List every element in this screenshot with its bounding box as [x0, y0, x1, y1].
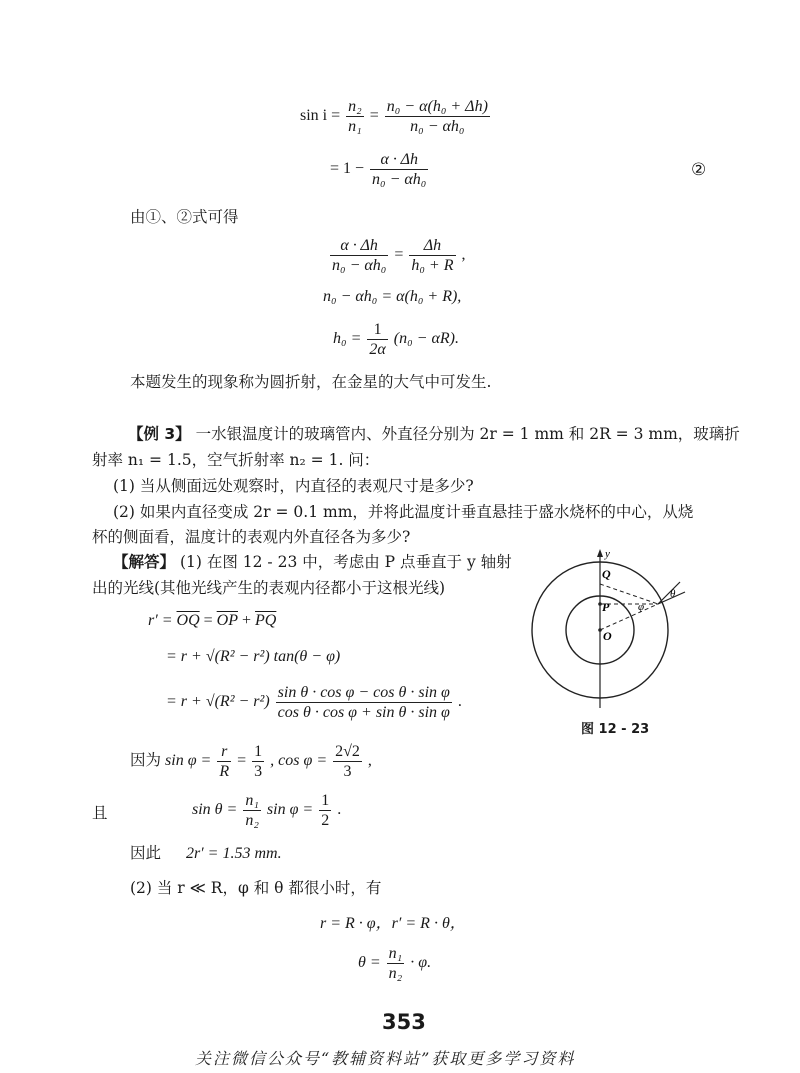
figure-12-23: [520, 540, 720, 720]
eq-and: sin θ = $\frac{\text{n₁}}{\text{n₂}}$ sin φ = $\frac{1}{2}$ .: [192, 792, 342, 829]
refracted-ray: [658, 582, 680, 604]
point-o: [598, 628, 602, 632]
eq-because: 因为 sin φ = $\frac{r}{R}$ = $\frac{1}{3}$ , cos φ = $\frac{2√2}{3}$ ,: [130, 743, 372, 780]
fraction: $\frac{\alpha \cdot \Delta h}{\text{n₀ − αh₀}}$: [332, 237, 387, 274]
label-q: Q: [602, 567, 611, 581]
example-tag: 【例 3】: [128, 425, 191, 443]
fraction: $\frac{\text{sin θ · cos φ − cos θ · sin φ}}{\text{cos θ · cos φ + sin θ · sin φ}}$: [277, 684, 450, 721]
label-o: O: [603, 629, 612, 643]
fraction: $\frac{\text{n₁}}{\text{n₂}}$: [388, 945, 403, 982]
example3-line2: 射率 n₁ = 1.5，空气折射率 n₂ = 1. 问：: [92, 451, 380, 469]
part2-line: (2) 当 r ≪ R，φ 和 θ 都很小时，有: [130, 879, 382, 897]
eq-combine-1: $\frac{\alpha \cdot \Delta h}{\text{n₀ − αh₀}}$ = $\frac{\Delta h}{\text{h₀ + R}}$ ,: [332, 237, 466, 274]
eq-line-2: = 1 − $\frac{\alpha \cdot \Delta h}{\text{n₀ − αh₀}}$: [330, 151, 427, 188]
fraction: $\frac{\Delta h}{\text{h₀ + R}}$: [411, 237, 454, 274]
and-lead: 且: [92, 804, 108, 822]
fraction: $\frac{\text{n₁}}{\text{n₂}}$: [245, 792, 259, 829]
eq-r-prime: $r' = \overline{OQ} = \overline{OP} + \overline{PQ}$: [148, 612, 277, 629]
fraction: $\frac{\text{n₀ − α(h₀ + Δh)}}{\text{n₀ − αh₀}}$: [386, 98, 488, 135]
footer-banner: 关注微信公众号“教辅资料站”获取更多学习资料: [195, 1049, 576, 1068]
text-combine: 由①、②式可得: [130, 208, 239, 226]
fraction: $\frac{\alpha \cdot \Delta h}{\text{n₀ − αh₀}}$: [372, 151, 427, 188]
eq-small-1: r = R · φ，r′ = R · θ，: [320, 915, 466, 932]
fraction: $\frac{2√2}{3}$: [335, 743, 360, 780]
fraction: $\frac{r}{R}$: [219, 743, 230, 780]
example3-q1: (1) 当从侧面远处观察时，内直径的表观尺寸是多少?: [113, 477, 474, 495]
eq-sin-i-lhs: sin i =: [300, 107, 341, 125]
label-phi: φ: [638, 601, 645, 613]
page-number: 353: [382, 1010, 426, 1034]
y-axis-arrow: [597, 549, 603, 557]
figure-caption: 图 12 - 23: [581, 722, 650, 737]
eq-small-2: θ = $\frac{\text{n₁}}{\text{n₂}}$ · φ.: [358, 945, 432, 982]
example3-q2-line2: 杯的侧面看，温度计的表观内外直径各为多少?: [92, 528, 411, 546]
fraction: $\frac{1}{3}$: [254, 743, 263, 780]
fraction: $\frac{1}{2}$: [321, 792, 330, 829]
solution-line1: 【解答】 (1) 在图 12 - 23 中，考虑由 P 点垂直于 y 轴射: [113, 553, 512, 571]
eq-combine-2: n₀ − αh₀ = α(h₀ + R),: [323, 288, 462, 305]
label-theta: θ: [670, 588, 676, 600]
eq-sin-i: sin i = $\frac{\text{n₂}}{\text{n₁}}$ = $\frac{\text{n₀ − α(h₀ + Δh)}}{\text{n₀ − αh₀}}$: [300, 98, 488, 135]
example3-q2-line1: (2) 如果内直径变成 2r = 0.1 mm，并将此温度计垂直悬挂于盛水烧杯的中心，从烧: [113, 503, 694, 521]
text-conclusion: 本题发生的现象称为圆折射，在金星的大气中可发生.: [130, 373, 492, 391]
equation-label: ②: [691, 160, 707, 179]
label-p: P: [602, 600, 610, 614]
solution-tag: 【解答】: [113, 553, 176, 571]
fraction: $\frac{1}{2\alpha}$: [369, 321, 386, 358]
fraction: $\frac{\text{n₂}}{\text{n₁}}$: [348, 98, 362, 135]
eq-therefore: 因此 2r′ = 1.53 mm.: [130, 844, 282, 862]
solution-line2: 出的光线(其他光线产生的表观内径都小于这根光线): [92, 579, 446, 597]
eq-r-3: = r + √(R² − r²) $\frac{\text{sin θ · cos φ − cos θ · sin φ}}{\text{cos θ · cos φ + sin θ · sin φ}}$ .: [166, 684, 462, 721]
eq-r-2: = r + √(R² − r²) tan(θ − φ): [166, 648, 341, 665]
label-y: y: [605, 548, 610, 560]
example3-line1: 【例 3】 一水银温度计的玻璃管内、外直径分别为 2r = 1 mm 和 2R = 3 mm，玻璃折: [128, 425, 740, 443]
eq-combine-3: h₀ = $\frac{1}{2\alpha}$ (n₀ − αR).: [333, 321, 459, 358]
